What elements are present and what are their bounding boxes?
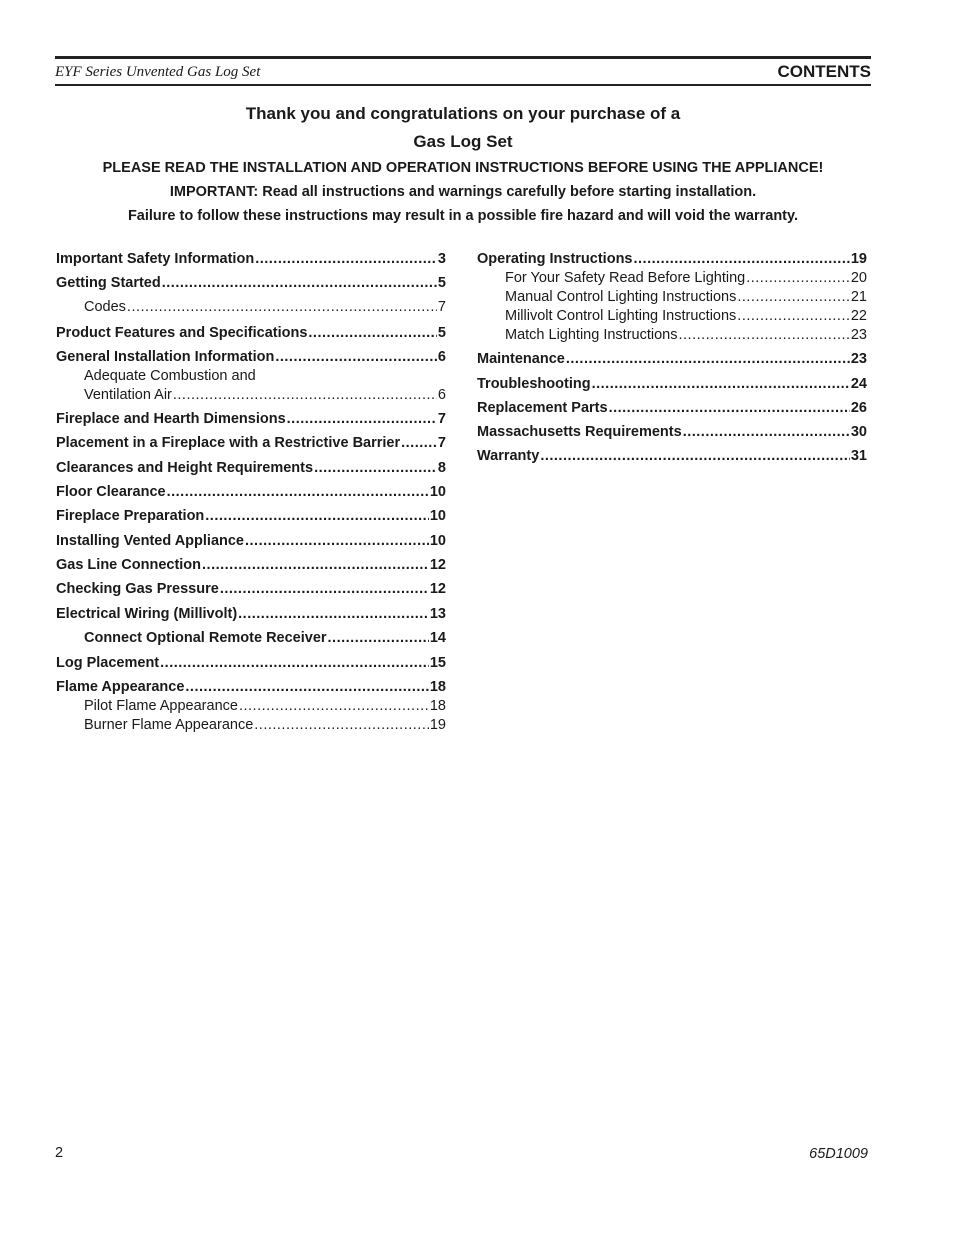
toc-leader	[245, 531, 429, 551]
toc-page: 10	[429, 508, 446, 525]
section-title: CONTENTS	[777, 62, 871, 81]
toc-page: 6	[437, 386, 446, 403]
toc-subentry[interactable]	[56, 629, 446, 649]
toc-title: Checking Gas Pressure	[56, 581, 219, 598]
toc-page: 26	[850, 399, 867, 416]
toc-title: Placement in a Fireplace with a Restrictive Barrier	[56, 435, 401, 452]
toc-subentry[interactable]	[477, 326, 867, 345]
toc-entry[interactable]	[56, 579, 446, 599]
toc-title: Product Features and Specifications	[56, 324, 308, 341]
toc-title: For Your Safety Read Before Lighting	[505, 270, 746, 286]
toc-page: 7	[437, 299, 446, 316]
warning-line-1: PLEASE READ THE INSTALLATION AND OPERATION INSTRUCTIONS BEFORE USING THE APPLIANCE!	[102, 160, 824, 176]
toc-title: Connect Optional Remote Receiver	[84, 629, 327, 646]
toc-title: Match Lighting Instructions	[505, 327, 678, 343]
toc-entry[interactable]	[56, 249, 446, 269]
toc-left-column	[56, 249, 446, 735]
toc-leader	[737, 288, 850, 307]
toc-page: 22	[850, 308, 867, 324]
toc-title: Fireplace and Hearth Dimensions	[56, 411, 286, 428]
toc-page: 5	[437, 275, 446, 292]
toc-leader	[737, 307, 850, 326]
toc-subentry[interactable]	[477, 307, 867, 326]
toc-page: 15	[429, 654, 446, 671]
toc-title: Codes	[84, 299, 126, 316]
toc-subentry-line-1[interactable]: Adequate Combustion and	[84, 367, 256, 384]
toc-title: Gas Line Connection	[56, 556, 202, 573]
toc-leader	[540, 446, 850, 466]
toc-page: 23	[850, 351, 867, 368]
toc-entry[interactable]	[477, 398, 867, 418]
toc-leader	[202, 555, 429, 575]
toc-page: 24	[850, 375, 867, 392]
toc-entry[interactable]	[56, 482, 446, 502]
toc-title: Important Safety Information	[56, 251, 255, 267]
toc-leader	[287, 409, 437, 429]
toc-page: 7	[437, 411, 446, 428]
toc-leader	[678, 326, 849, 345]
toc-title: Millivolt Control Lighting Instructions	[505, 308, 737, 324]
toc-title: Pilot Flame Appearance	[84, 698, 238, 715]
toc-subentry[interactable]	[56, 386, 446, 405]
toc-entry[interactable]	[56, 677, 446, 697]
toc-leader	[592, 374, 850, 394]
toc-page: 19	[850, 251, 867, 267]
toc-page: 30	[850, 424, 867, 441]
toc-entry[interactable]	[477, 374, 867, 394]
toc-title: Floor Clearance	[56, 484, 166, 501]
intro-block	[55, 100, 871, 228]
toc-leader	[185, 677, 428, 697]
warning-line-3: Failure to follow these instructions may result in a possible fire hazard and will void the warranty.	[127, 208, 799, 224]
toc-leader	[220, 579, 429, 599]
toc-entry[interactable]	[56, 531, 446, 551]
toc-leader	[173, 386, 437, 405]
toc-entry[interactable]	[477, 349, 867, 369]
toc-page: 10	[429, 532, 446, 549]
toc-subentry[interactable]	[477, 288, 867, 307]
toc-page: 10	[429, 484, 446, 501]
toc-page: 14	[429, 629, 446, 646]
toc-leader	[566, 349, 850, 369]
page-header	[55, 56, 871, 86]
toc-page: 18	[429, 698, 446, 715]
toc-leader	[162, 273, 437, 293]
toc-title: Burner Flame Appearance	[84, 717, 254, 734]
toc-title: Electrical Wiring (Millivolt)	[56, 605, 238, 622]
toc-title: Maintenance	[477, 351, 565, 368]
thanks-line-1: Thank you and congratulations on your purchase of a	[245, 104, 681, 123]
toc-page: 6	[437, 348, 446, 365]
toc-subentry[interactable]	[477, 269, 867, 288]
toc-page: 20	[850, 270, 867, 286]
toc-entry[interactable]	[56, 555, 446, 575]
toc-subentry[interactable]	[56, 716, 446, 735]
toc-title: Flame Appearance	[56, 679, 185, 696]
thanks-line-2: Gas Log Set	[413, 132, 513, 151]
toc-leader	[314, 458, 437, 478]
toc-entry[interactable]	[56, 506, 446, 526]
page-number: 2	[55, 1145, 64, 1161]
toc-page: 21	[850, 289, 867, 305]
toc-leader	[254, 716, 429, 735]
toc-leader	[239, 697, 429, 716]
toc-title: Replacement Parts	[477, 399, 608, 416]
toc-entry[interactable]	[477, 249, 867, 269]
document-number: 65D1009	[809, 1146, 868, 1162]
toc-page: 31	[850, 448, 867, 465]
toc-title: Getting Started	[56, 275, 161, 292]
toc-page: 12	[429, 581, 446, 598]
toc-leader	[683, 422, 850, 442]
toc-subentry[interactable]	[56, 298, 446, 318]
toc-subentry[interactable]	[56, 697, 446, 716]
toc-title: Warranty	[477, 448, 540, 465]
toc-entry[interactable]	[477, 422, 867, 442]
toc-title: Troubleshooting	[477, 375, 591, 392]
series-title: EYF Series Unvented Gas Log Set	[55, 64, 261, 80]
toc-page: 3	[437, 251, 446, 267]
toc-leader	[746, 269, 850, 288]
toc-leader	[238, 604, 429, 624]
toc-title: Installing Vented Appliance	[56, 532, 244, 549]
toc-entry[interactable]	[56, 458, 446, 478]
toc-title: Log Placement	[56, 654, 160, 671]
toc-page: 18	[429, 679, 446, 696]
toc-title: Manual Control Lighting Instructions	[505, 289, 737, 305]
toc-page: 8	[437, 459, 446, 476]
toc-page: 12	[429, 556, 446, 573]
toc-leader	[127, 298, 437, 317]
toc-page: 19	[429, 717, 446, 734]
toc-entry[interactable]	[56, 409, 446, 429]
toc-title: Massachusetts Requirements	[477, 424, 682, 441]
toc-title: Clearances and Height Requirements	[56, 459, 314, 476]
toc-leader	[328, 629, 429, 648]
toc-title: Operating Instructions	[477, 251, 633, 267]
toc-entry[interactable]	[56, 604, 446, 624]
toc-entry[interactable]	[56, 433, 446, 453]
toc-entry[interactable]	[56, 653, 446, 673]
toc-leader	[634, 249, 850, 269]
toc-leader	[160, 653, 429, 673]
toc-entry[interactable]	[56, 347, 446, 367]
toc-leader	[275, 347, 437, 367]
toc-entry[interactable]	[477, 446, 867, 466]
toc-entry[interactable]	[56, 323, 446, 343]
toc-title: Ventilation Air	[84, 386, 172, 403]
toc-leader	[308, 323, 437, 343]
toc-page: 7	[437, 435, 446, 452]
warning-line-2: IMPORTANT: Read all instructions and warnings carefully before starting installation.	[169, 184, 757, 200]
toc-page: 13	[429, 605, 446, 622]
toc-page: 5	[437, 324, 446, 341]
toc-page: 23	[850, 327, 867, 343]
toc-title: General Installation Information	[56, 348, 275, 365]
toc-right-column	[477, 249, 867, 466]
toc-title: Fireplace Preparation	[56, 508, 205, 525]
toc-entry[interactable]	[56, 273, 446, 293]
toc-leader	[609, 398, 850, 418]
toc-leader	[167, 482, 429, 502]
toc-leader	[401, 433, 437, 453]
toc-leader	[205, 506, 429, 526]
toc-leader	[255, 249, 437, 269]
